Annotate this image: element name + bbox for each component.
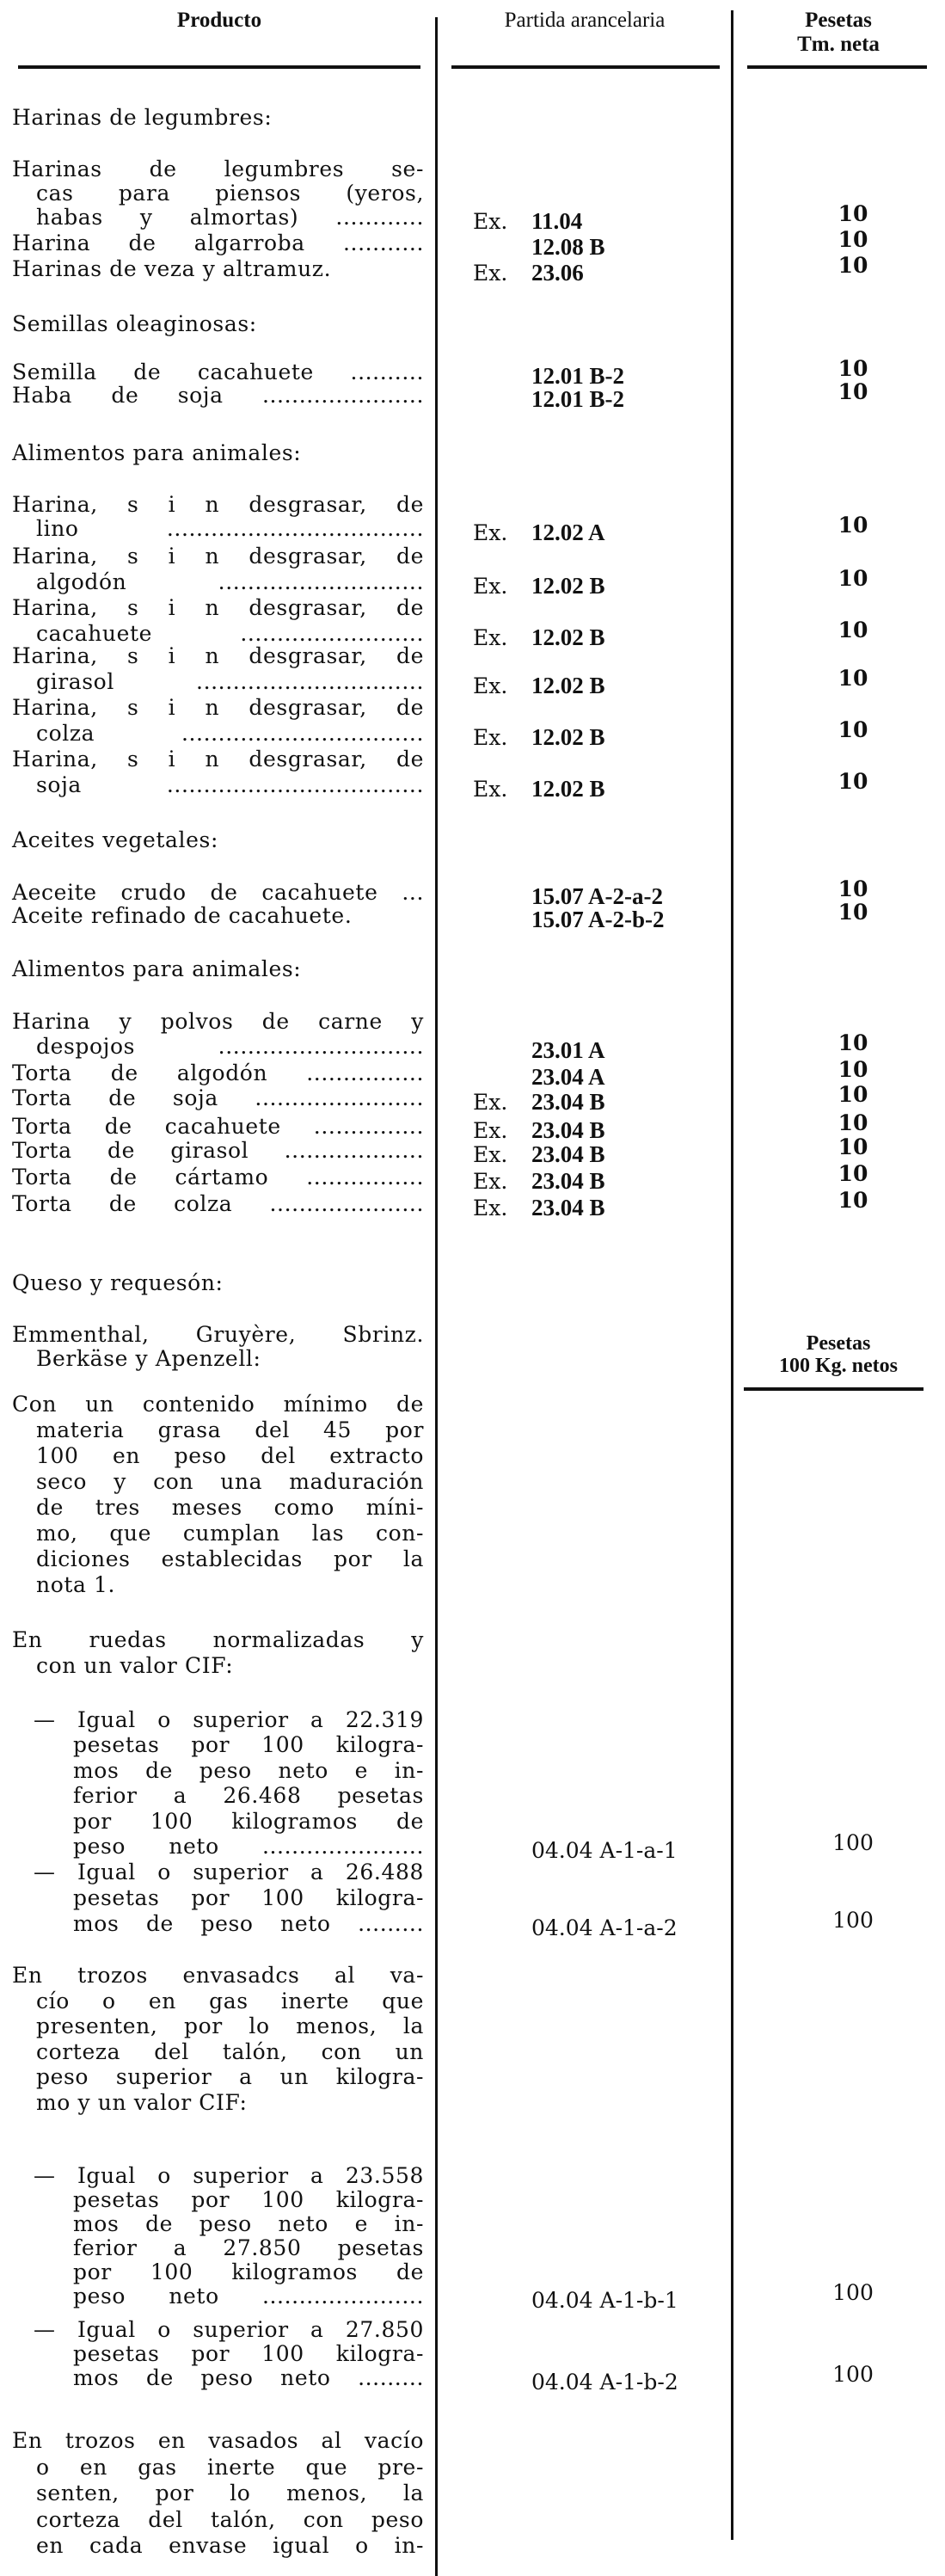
price-value: 100 (832, 1908, 874, 1933)
tariff-code: 23.06 (531, 260, 584, 286)
price-value: 10 (838, 1161, 868, 1186)
product-text-line: Haba de soja ...................... (12, 383, 424, 408)
column-header-price2-line2: 100 Kg. netos (779, 1355, 898, 1377)
product-text-line: por 100 kilogramos de (73, 2259, 424, 2284)
product-text-line: En trozos envasadcs al va- (12, 1963, 424, 1988)
tariff-code-prefix: Ex. (473, 1196, 508, 1220)
tariff-code: 15.07 A-2-a-2 (531, 883, 663, 909)
tariff-code: 15.07 A-2-b-2 (531, 907, 665, 932)
column-header-price-line2: Tm. neta (797, 33, 880, 56)
product-text-line: diciones establecidas por la (36, 1546, 424, 1571)
price-value: 10 (838, 618, 868, 642)
tariff-code: 12.01 B-2 (531, 386, 624, 412)
price-value: 10 (838, 1057, 868, 1082)
product-text-line: soja ................................... (36, 772, 424, 797)
price-value: 10 (838, 876, 868, 901)
tariff-code: 12.01 B-2 (531, 363, 624, 389)
price-value: 10 (838, 227, 868, 252)
tariff-code: 11.04 (531, 208, 583, 234)
column-header-product: Producto (176, 9, 262, 32)
product-text-line: en cada envase igual o in- (36, 2533, 424, 2558)
tariff-code: 12.02 B (531, 573, 605, 599)
product-text-line: corteza del talón, con un (36, 2038, 424, 2064)
tariff-code-prefix: Ex. (473, 673, 508, 698)
product-text-line: Con un contenido mínimo de (12, 1392, 424, 1417)
tariff-code-prefix: Ex. (473, 625, 508, 650)
product-text-line: Torta de soja ....................... (12, 1085, 424, 1110)
product-text-line: Harina, s i n desgrasar, de (12, 544, 424, 569)
section-heading-text: Semillas oleaginosas: (12, 311, 257, 336)
tariff-code: 04.04 A-1-a-2 (531, 1915, 678, 1940)
header-rule-product (18, 65, 420, 69)
header-rule-price-per-100kg (744, 1387, 924, 1391)
product-text-line: mos de peso neto e in- (73, 2211, 424, 2236)
product-text-line: Torta de colza ..................... (12, 1191, 424, 1216)
section-heading-text: Alimentos para animales: (12, 956, 302, 981)
product-text-line: de tres meses como míni- (36, 1495, 424, 1520)
tariff-code: 23.04 B (531, 1089, 605, 1115)
header-rule-tariff (451, 65, 720, 69)
tariff-code: 12.08 B (531, 234, 605, 260)
product-text-line: Harina, s i n desgrasar, de (12, 747, 424, 772)
price-value: 10 (838, 717, 868, 742)
product-text-line: mo, que cumplan las con- (36, 1521, 424, 1546)
product-text-line: peso superior a un kilogra- (36, 2064, 424, 2089)
product-text-line: Emmenthal, Gruyère, Sbrinz. (12, 1322, 424, 1347)
tariff-code: 23.01 A (531, 1037, 605, 1063)
product-text-line: peso neto ...................... (73, 1834, 424, 1859)
price-value: 10 (838, 1188, 868, 1213)
product-text-line: ferior a 26.468 pesetas (73, 1783, 424, 1809)
product-text-line: Harina, s i n desgrasar, de (12, 643, 424, 668)
product-text-line: Harinas de legumbres se- (12, 157, 424, 181)
column-header-price-line1: Pesetas (805, 9, 872, 32)
product-text-line: En trozos en vasados al vacío (12, 2428, 424, 2453)
product-text-line: — Igual o superior a 22.319 (34, 1707, 424, 1732)
tariff-code: 04.04 A-1-a-1 (531, 1838, 678, 1863)
product-text-line: por 100 kilogramos de (73, 1808, 424, 1834)
tariff-code-prefix: Ex. (473, 209, 508, 234)
price-value: 10 (838, 379, 868, 404)
tariff-code: 23.04 B (531, 1168, 605, 1194)
product-text-line: mo y un valor CIF: (36, 2089, 248, 2115)
tariff-code-prefix: Ex. (473, 1169, 508, 1194)
tariff-code: 12.02 A (531, 520, 605, 545)
product-text-line: Harinas de veza y altramuz. (12, 256, 332, 281)
tariff-code-prefix: Ex. (473, 725, 508, 750)
product-text-line: Harina, s i n desgrasar, de (12, 595, 424, 620)
product-text-line: o en gas inerte que pre- (36, 2454, 424, 2480)
product-text-line: pesetas por 100 kilogra- (73, 1732, 424, 1758)
product-text-line: — Igual o superior a 27.850 (34, 2317, 424, 2342)
tariff-code: 04.04 A-1-b-1 (531, 2288, 678, 2313)
column-divider-1 (435, 17, 438, 2576)
product-text-line: Aeceite crudo de cacahuete ... (12, 880, 424, 905)
price-value: 10 (838, 666, 868, 691)
tariff-code: 12.02 B (531, 724, 605, 750)
tariff-code: 12.02 B (531, 673, 605, 698)
price-value: 10 (838, 900, 868, 925)
product-text-line: Harina, s i n desgrasar, de (12, 492, 424, 517)
product-text-line: girasol ............................... (36, 669, 424, 694)
column-divider-2 (731, 10, 733, 2540)
price-value: 10 (838, 356, 868, 381)
tariff-code: 23.04 B (531, 1117, 605, 1143)
product-text-line: con un valor CIF: (36, 1653, 234, 1678)
product-text-line: Torta de algodón ................ (12, 1061, 424, 1085)
tariff-code-prefix: Ex. (473, 1090, 508, 1115)
tariff-code: 04.04 A-1-b-2 (531, 2370, 678, 2395)
price-value: 10 (838, 1082, 868, 1107)
tariff-code: 23.04 A (531, 1064, 605, 1090)
product-text-line: habas y almortas) ............ (36, 205, 424, 230)
tariff-code-prefix: Ex. (473, 1142, 508, 1167)
product-text-line: Aceite refinado de cacahuete. (12, 903, 353, 928)
tariff-code-prefix: Ex. (473, 777, 508, 802)
product-text-line: Semilla de cacahuete .......... (12, 360, 424, 384)
product-text-line: seco y con una maduración (36, 1469, 424, 1494)
price-value: 100 (832, 1830, 874, 1855)
section-heading-text: Alimentos para animales: (12, 440, 302, 465)
price-value: 10 (838, 566, 868, 591)
price-value: 100 (832, 2280, 874, 2305)
column-header-price-per-100kg (748, 1332, 929, 1377)
price-value: 10 (838, 769, 868, 794)
product-text-line: mos de peso neto ......... (73, 2365, 424, 2390)
product-text-line: cacahuete ......................... (36, 621, 424, 646)
product-text-line: cío o en gas inerte que (36, 1988, 424, 2013)
product-text-line: mos de peso neto ......... (73, 1911, 424, 1936)
tariff-code: 23.04 B (531, 1195, 605, 1220)
price-value: 10 (838, 513, 868, 538)
product-text-line: — Igual o superior a 26.488 (34, 1860, 424, 1884)
tariff-code-prefix: Ex. (473, 261, 508, 286)
product-text-line: 100 en peso del extracto (36, 1443, 424, 1468)
product-text-line: Harina de algarroba ........... (12, 231, 424, 255)
product-text-line: materia grasa del 45 por (36, 1417, 424, 1442)
price-value: 10 (838, 1110, 868, 1135)
product-text-line: algodón ............................ (36, 569, 424, 594)
tariff-code-prefix: Ex. (473, 520, 508, 545)
tariff-code: 23.04 B (531, 1141, 605, 1167)
price-value: 10 (838, 253, 868, 278)
product-text-line: ferior a 27.850 pesetas (73, 2235, 424, 2260)
column-header-tariff: Partida arancelaria (504, 9, 666, 32)
product-text-line: — Igual o superior a 23.558 (34, 2163, 424, 2188)
product-text-line: colza ................................. (36, 721, 424, 746)
tariff-code-prefix: Ex. (473, 574, 508, 599)
header-rule-price (747, 65, 927, 69)
product-text-line: mos de peso neto e in- (73, 1757, 424, 1783)
product-text-line: cas para piensos (yeros, (36, 181, 424, 206)
product-text-line: pesetas por 100 kilogra- (73, 1885, 424, 1910)
product-text-line: Harina, s i n desgrasar, de (12, 695, 424, 720)
section-heading-text: Harinas de legumbres: (12, 105, 273, 130)
product-text-line: nota 1. (36, 1572, 116, 1597)
product-text-line: peso neto ...................... (73, 2284, 424, 2309)
column-header-price (757, 9, 920, 57)
product-text-line: Harina y polvos de carne y (12, 1009, 424, 1034)
product-text-line: En ruedas normalizadas y (12, 1627, 424, 1652)
price-value: 10 (838, 1030, 868, 1055)
product-text-line: senten, por lo menos, la (36, 2481, 424, 2505)
tariff-code-prefix: Ex. (473, 1118, 508, 1143)
product-text-line: presenten, por lo menos, la (36, 2013, 424, 2038)
product-text-line: Berkäse y Apenzell: (36, 1346, 261, 1371)
product-text-line: pesetas por 100 kilogra- (73, 2341, 424, 2366)
tariff-code: 12.02 B (531, 776, 605, 802)
product-text-line: corteza del talón, con peso (36, 2506, 424, 2532)
product-text-line: despojos ............................ (36, 1034, 424, 1059)
section-heading-text: Aceites vegetales: (12, 827, 218, 852)
product-text-line: Torta de girasol ................... (12, 1138, 424, 1163)
product-text-line: lino ................................... (36, 516, 424, 541)
price-value: 10 (838, 1134, 868, 1159)
section-heading-text: Queso y requesón: (12, 1270, 224, 1295)
product-text-line: Torta de cártamo ................ (12, 1165, 424, 1190)
price-value: 100 (832, 2362, 874, 2387)
price-value: 10 (838, 201, 868, 226)
product-text-line: pesetas por 100 kilogra- (73, 2187, 424, 2212)
product-text-line: Torta de cacahuete ............... (12, 1114, 424, 1139)
tariff-code: 12.02 B (531, 624, 605, 650)
column-header-price2-line1: Pesetas (806, 1332, 871, 1355)
